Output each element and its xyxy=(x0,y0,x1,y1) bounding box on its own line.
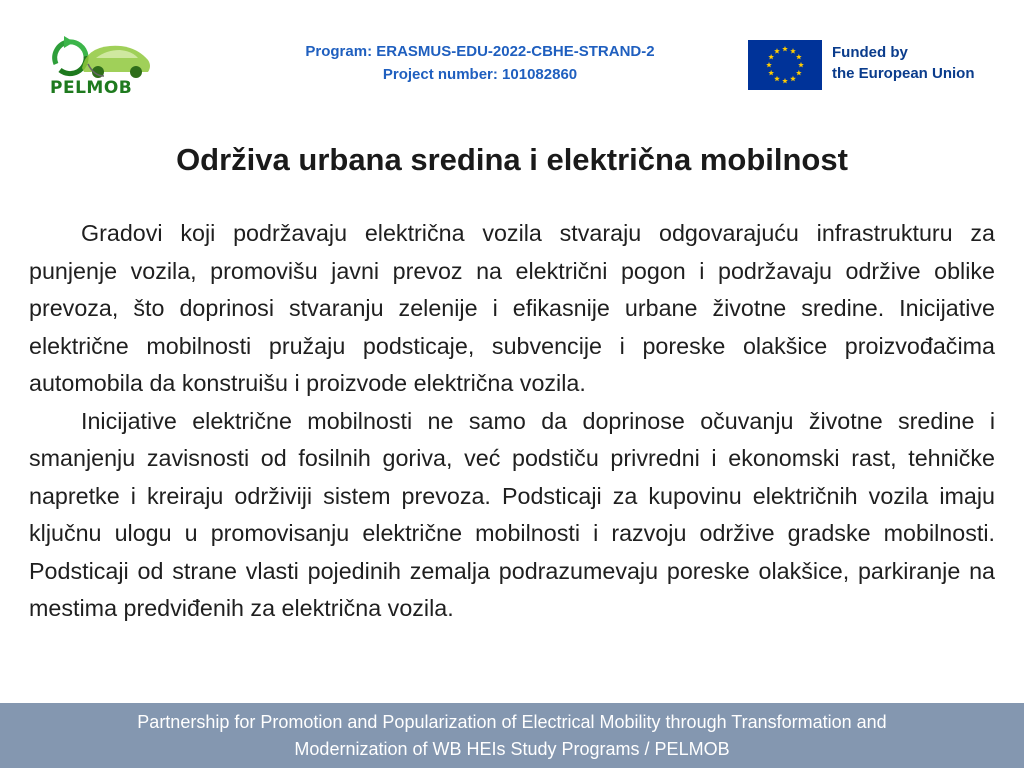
pelmob-logo xyxy=(48,34,154,100)
eu-funding-badge xyxy=(748,40,1008,90)
eu-star-icon xyxy=(774,48,780,53)
funded-line-2: the European Union xyxy=(832,65,975,82)
eu-star-icon xyxy=(774,76,780,81)
footer-line-1: Partnership for Promotion and Popularization of Electrical Mobility through Transformation and xyxy=(137,712,887,732)
eu-star-icon xyxy=(766,62,772,67)
program-line: Program: ERASMUS-EDU-2022-CBHE-STRAND-2 xyxy=(305,43,655,60)
car-recycle-icon xyxy=(48,34,154,84)
eu-star-icon xyxy=(796,54,802,59)
footer-line-2: Modernization of WB HEIs Study Programs / PELMOB xyxy=(294,739,730,759)
eu-star-icon xyxy=(790,76,796,81)
project-number: Project number: 101082860 xyxy=(382,66,578,83)
eu-star-icon xyxy=(790,48,796,53)
paragraph-1: Gradovi koji podržavaju električna vozila stvaraju odgovarajuću infrastrukturu za punjenje vozila, promovišu javni prevoz na električni pogon i podržavaju održive oblike prevoza, što doprinosi stvaranju zelenije i efikasnije urbane životne sredine. Inicijative električne mobilnosti pružaju podsticaje, subvencije i poreske olakšice proizvođačima automobila da konstruišu i proizvode električna vozila. xyxy=(29,220,995,396)
eu-star-icon xyxy=(782,78,788,83)
funded-by-text xyxy=(832,42,1002,84)
eu-flag-icon xyxy=(748,40,822,90)
funded-line-1: Funded by xyxy=(832,44,908,61)
eu-star-icon xyxy=(796,70,802,75)
eu-star-icon xyxy=(798,62,804,67)
page-title: Održiva urbana sredina i električna mobilnost xyxy=(176,142,848,177)
eu-star-icon xyxy=(768,70,774,75)
body-text xyxy=(29,215,995,628)
logo-text: PELMOB xyxy=(50,78,133,98)
eu-star-icon xyxy=(768,54,774,59)
program-info xyxy=(250,40,710,86)
eu-star-icon xyxy=(782,46,788,51)
footer-banner xyxy=(0,703,1024,768)
paragraph-2: Inicijative električne mobilnosti ne samo da doprinose očuvanju životne sredine i smanjenju zavisnosti od fosilnih goriva, već podstiču privredni i ekonomski rast, tehničke napretke i kreiraju održiviji sistem prevoza. Podsticaji za kupovinu električnih vozila imaju ključnu ulogu u promovisanju električne mobilnosti i razvoju održive gradske mobilnosti. Podsticaji od strane vlasti pojedinih zemalja podrazumevaju poreske olakšice, parkiranje na mestima predviđenih za električna vozila. xyxy=(29,407,995,621)
